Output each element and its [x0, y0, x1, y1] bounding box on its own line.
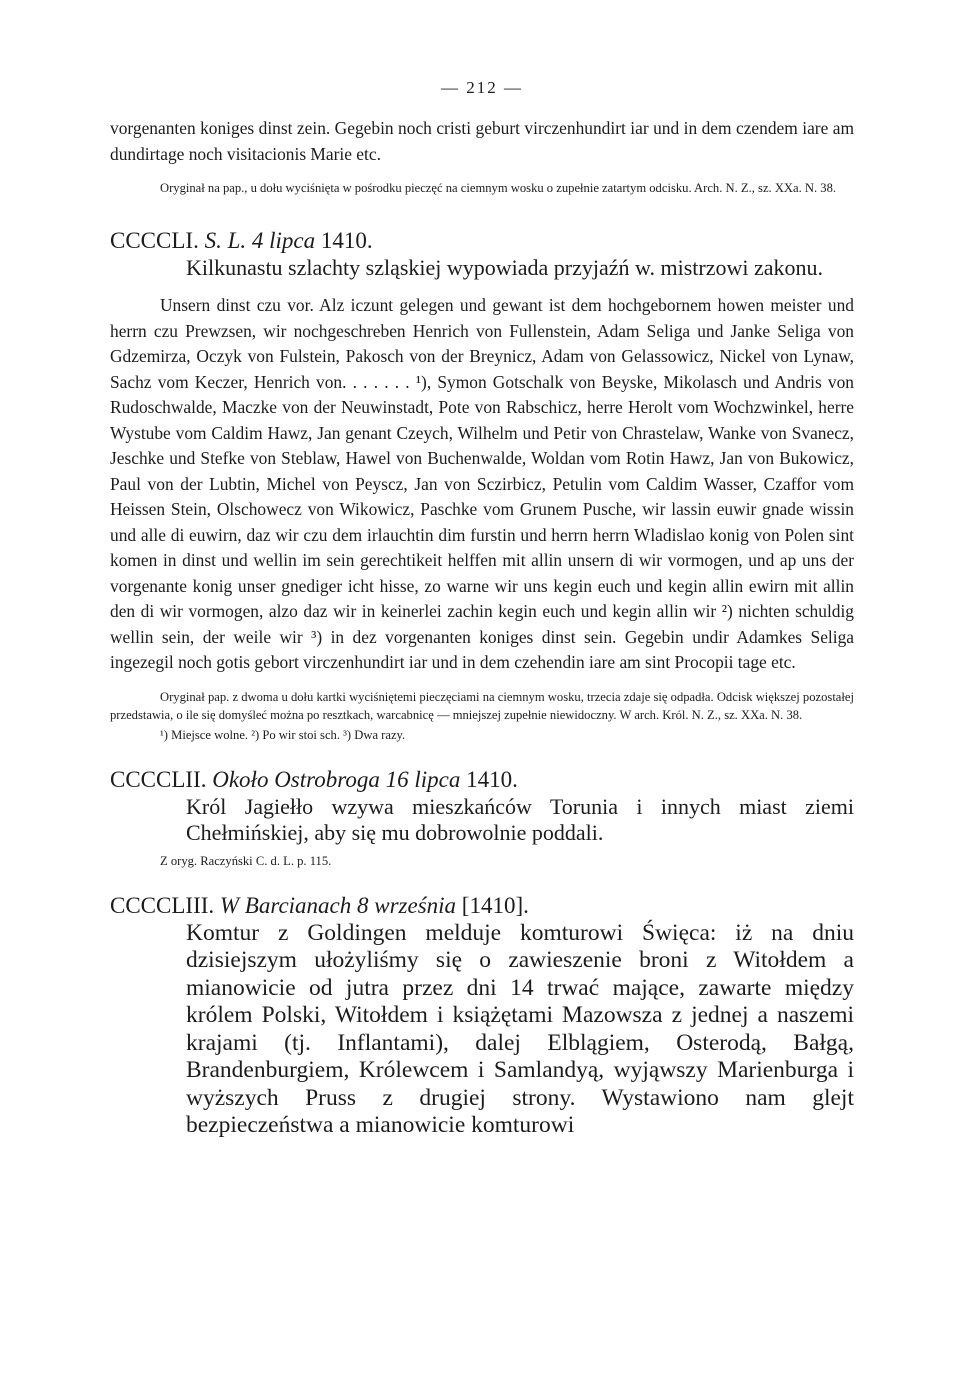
- page-number: — 212 —: [441, 78, 523, 97]
- document-summary: Kilkunastu szlachty szląskiej wypowiada przyjaźń w. mistrzowi zakonu.: [186, 255, 824, 280]
- document-place-date: W Barcianach 8 września: [219, 892, 457, 918]
- archival-note: Oryginał pap. z dwoma u dołu kartki wyciśniętemi pieczęciami na ciemnym wosku, trzecia zdaje się odpadła. Odcisk większej pozostałej przedstawia, o ile się domyśleć można po resztkach, warcabnicę — mniejszej zupełnie niewidoczny. W arch. Król. N. Z., sz. XXa. N. 38.: [110, 689, 854, 722]
- footnotes: ¹) Miejsce wolne. ²) Po wir stoi sch. ³) Dwa razy.: [160, 727, 406, 742]
- source-reference: Z oryg. Raczyński C. d. L. p. 115.: [160, 853, 332, 868]
- document-year: 1410.: [320, 228, 373, 253]
- document-text: Unsern dinst czu vor. Alz iczunt gelegen und gewant ist dem hochgebornem howen meister und herrn czu Prewzsen, wir nochgeschreben Henrich von Fullenstein, Adam Seliga und Janke Seliga von Gdzemirza, Oczyk von Fulstein, Pakosch von der Breynicz, Adam von Gelassowicz, Nickel von Lynaw, Sachz vom Keczer, Henrich von. . . . . . . ¹), Symon Gotschalk von Beyske, Mikolasch und Andris von Rudoschwalde, Maczke von der Neuwinstadt, Pote von Rabschicz, herre Herolt vom Wochzwinkel, herre Wystube vom Caldim Hawz, Jan genant Czeych, Wilhelm und Petir von Chrastelaw, Wanke von Svanecz, Jeschke und Stefke von Steblaw, Hawel von Buchenwalde, Woldan vom Rotin Hawz, Jan von Bukowicz, Paul von der Lubtin, Michel von Peyscz, Jan von Sczirbicz, Petulin vom Caldim Wasser, Czaffor vom Heissen Stein, Olschowecz von Wikowicz, Paschke vom Grunem Pusche, wir lassin euwir gnade wissin und alle di euwirn, daz wir czu dem irlauchtin dim furstin und herrn herrn Wladislao konig von Polen sint komen in dinst und wellin im sein gerechtikeit helffen mit allin unsern di wir vormogen, und ap uns der vorgenante konig unser gnediger icht hisse, zo warne wir uns kegin euch und kegin allin ewirn mit allin den di wir vormogen, alzo daz wir in keinerlei zachin kegin euch und kegin allin wir ²) nichten schuldig wellin sein, der weile wir ³) in dez vorgenanten koniges dinst sein. Gegebin undir Adamkes Seliga ingezegil noch gotis gebort virczenhundirt iar und in dem czehendin iare am sint Procopii tage etc.: [110, 295, 854, 672]
- document-summary: Komtur z Goldingen melduje komturowi Święca: iż na dniu dzisiejszym ułożyliśmy się o zawieszenie broni z Witołdem a mianowicie od jutra przez dni 14 trwać mające, zawarte między królem Polski, Witołdem i książętami Mazowsza z jednej a naszemi krajami (tj. Inflantami), dalej Elblągiem, Osterodą, Bałgą, Brandenburgiem, Królewcem i Samlandyą, wyjąwszy Marienburga i wyższych Pruss z drugiej strony. Wystawiono nam glejt bezpieczeństwa a mianowicie komturowi: [186, 919, 854, 1138]
- document-year: [1410].: [461, 892, 529, 918]
- archival-note: Oryginał na pap., u dołu wyciśnięta w pośrodku pieczęć na ciemnym wosku o zupełnie zatartym odcisku. Arch. N. Z., sz. XXa. N. 38.: [160, 181, 837, 195]
- document-year: 1410.: [466, 766, 518, 792]
- document-place-date: S. L. 4 lipca: [204, 228, 316, 253]
- document-heading: [110, 227, 854, 255]
- document-text: vorgenanten koniges dinst zein. Gegebin noch cristi geburt virczenhundirt iar und in dem czendem iare am dundirtage noch visitacionis Marie etc.: [110, 118, 854, 164]
- document-heading: [110, 892, 854, 920]
- document-number: CCCCLIII.: [110, 892, 215, 918]
- document-number: CCCCLI.: [110, 228, 199, 253]
- document-page: [110, 78, 854, 1140]
- document-place-date: Około Ostrobroga 16 lipca: [212, 766, 461, 792]
- document-number: CCCCLII.: [110, 766, 207, 792]
- document-heading: [110, 766, 854, 794]
- document-summary: Król Jagiełło wzywa mieszkańców Torunia i innych miast ziemi Chełmińskiej, aby się mu dobrowolnie poddali.: [186, 793, 854, 845]
